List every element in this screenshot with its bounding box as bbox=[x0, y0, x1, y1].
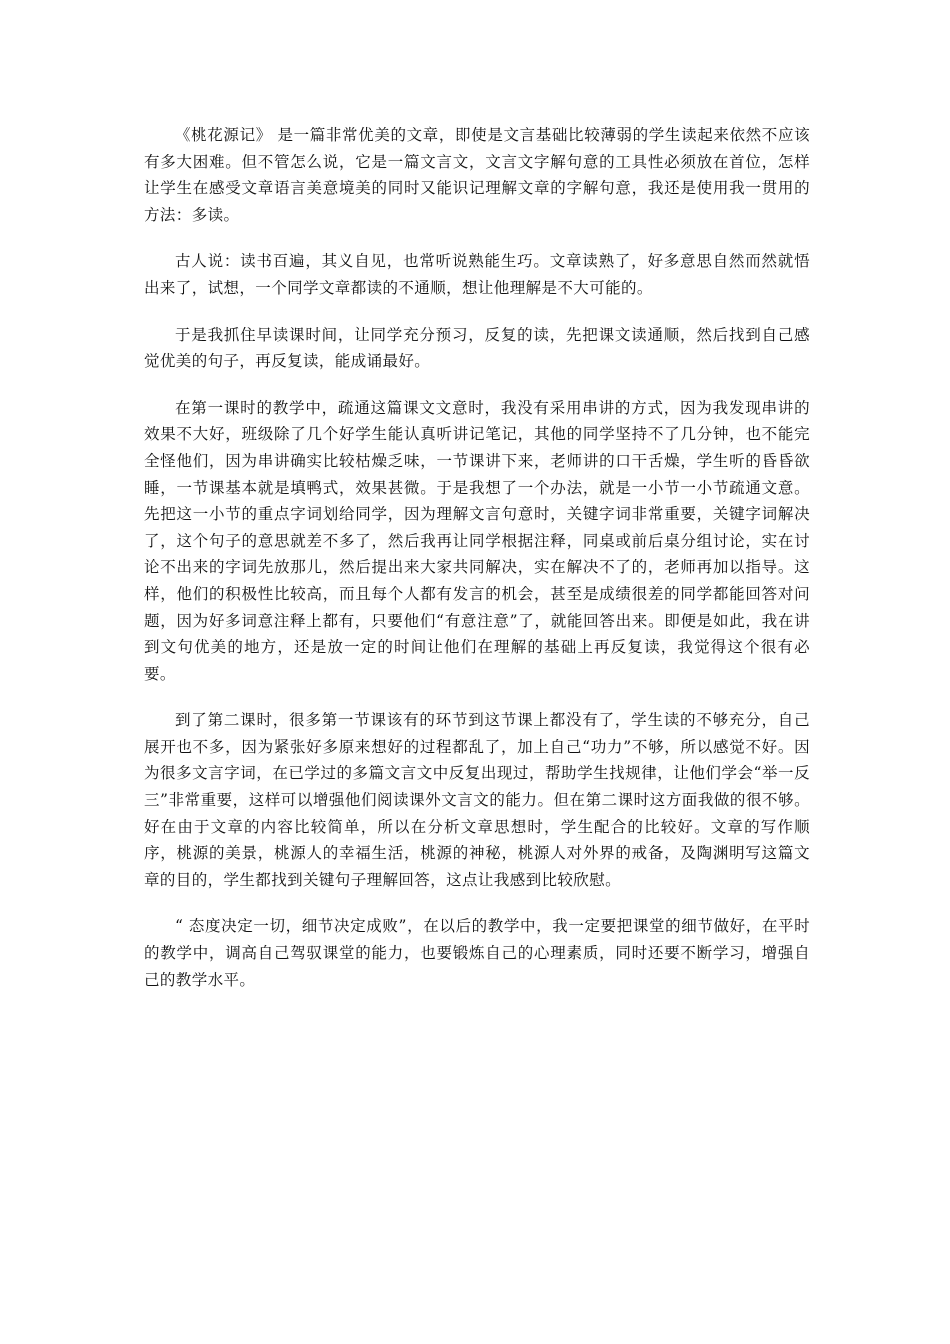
document-body bbox=[144, 122, 810, 1013]
paragraph-1: 《桃花源记》 是一篇非常优美的文章，即使是文言基础比较薄弱的学生读起来依然不应该有多大困难。但不管怎么说，它是一篇文言文，文言文字解句意的工具性必须放在首位，怎样让学生在感受文章语言美意境美的同时又能识记理解文章的字解句意，我还是使用我一贯用的方法：多读。 bbox=[144, 126, 810, 224]
paragraph-5: 到了第二课时，很多第一节课该有的环节到这节课上都没有了，学生读的不够充分，自己展开也不多，因为紧张好多原来想好的过程都乱了，加上自己“功力”不够，所以感觉不好。因为很多文言字词，在已学过的多篇文言文中反复出现过，帮助学生找规律，让他们学会“举一反三”非常重要，这样可以增强他们阅读课外文言文的能力。但在第二课时这方面我做的很不够。好在由于文章的内容比较简单，所以在分析文章思想时，学生配合的比较好。文章的写作顺序，桃源的美景，桃源人的幸福生活，桃源的神秘，桃源人对外界的戒备，及陶渊明写这篇文章的目的，学生都找到关键句子理解回答，这点让我感到比较欣慰。 bbox=[144, 711, 810, 889]
paragraph-2: 古人说：读书百遍，其义自见，也常听说熟能生巧。文章读熟了，好多意思自然而然就悟出来了，试想，一个同学文章都读的不通顺，想让他理解是不大可能的。 bbox=[144, 252, 810, 297]
paragraph-3: 于是我抓住早读课时间，让同学充分预习，反复的读，先把课文读通顺，然后找到自己感觉优美的句子，再反复读，能成诵最好。 bbox=[144, 325, 810, 371]
paragraph-4: 在第一课时的教学中，疏通这篇课文文意时，我没有采用串讲的方式，因为我发现串讲的效果不大好，班级除了几个好学生能认真听讲记笔记，其他的同学坚持不了几分钟，也不能完全怪他们，因为串讲确实比较枯燥乏味，一节课讲下来，老师讲的口干舌燥，学生听的昏昏欲睡，一节课基本就是填鸭式，效果甚微。于是我想了一个办法，就是一小节一小节疏通文意。先把这一小节的重点字词划给同学，因为理解文言句意时，关键字词非常重要，关键字词解决了，这个句子的意思就差不多了，然后我再让同学根据注释，同桌或前后桌分组讨论，实在讨论不出来的字词先放那儿，然后提出来大家共同解决，实在解决不了的，老师再加以指导。这样，他们的积极性比较高，而且每个人都有发言的机会，甚至是成绩很差的同学都能回答对问题，因为好多词意注释上都有，只要他们“有意注意”了，就能回答出来。即便是如此，我在讲到文句优美的地方，还是放一定的时间让他们在理解的基础上再反复读，我觉得这个很有必要。 bbox=[144, 398, 810, 683]
paragraph-6: “ 态度决定一切，细节决定成败”，在以后的教学中，我一定要把课堂的细节做好，在平时的教学中，调高自己驾驭课堂的能力，也要锻炼自己的心理素质，同时还要不断学习，增强自己的教学水平。 bbox=[144, 917, 810, 989]
